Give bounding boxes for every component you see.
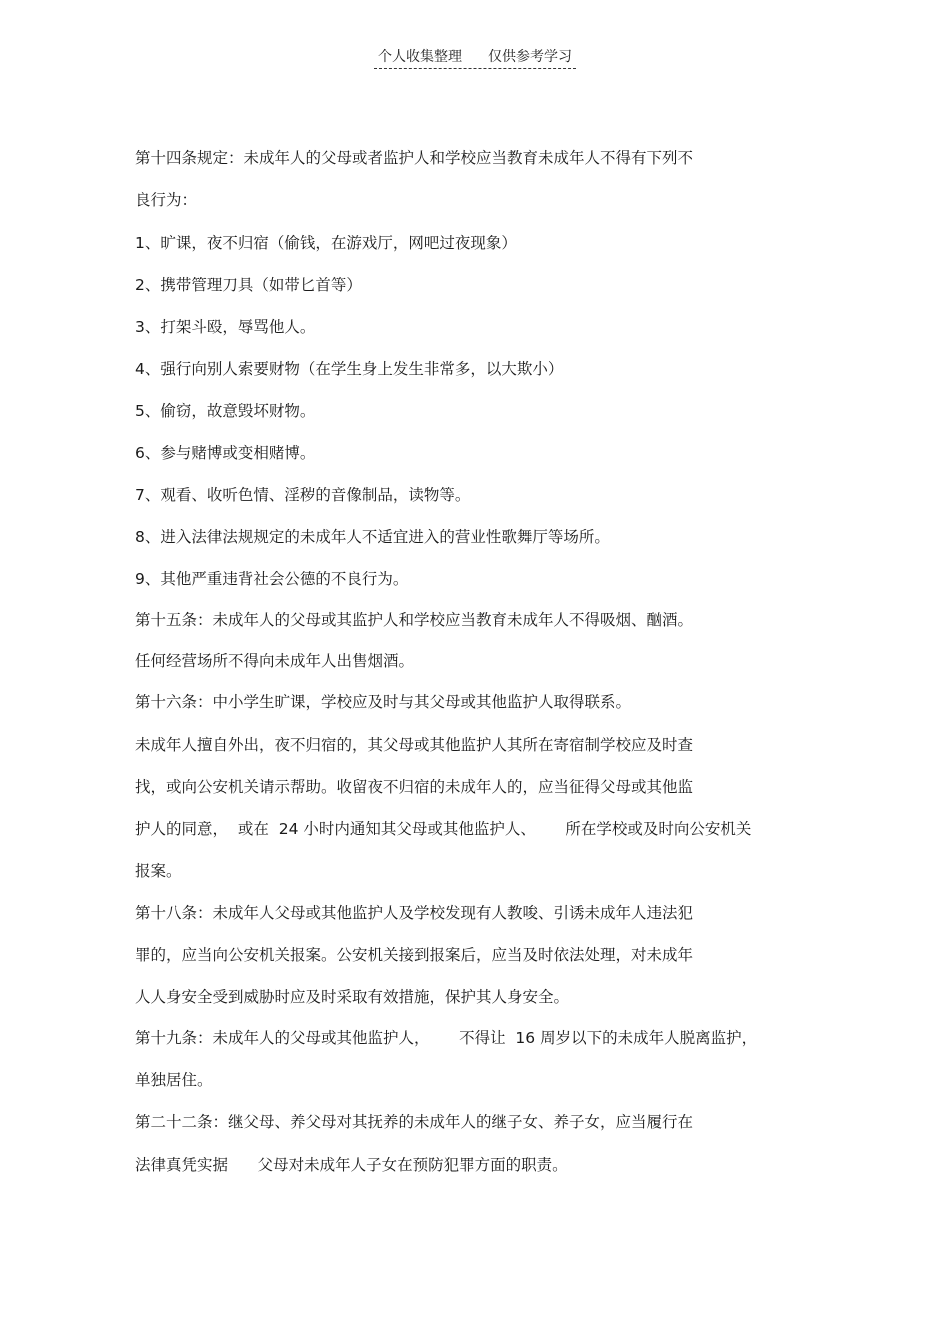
text-line: 第十八条：未成年人父母或其他监护人及学校发现有人教唆、引诱未成年人违法犯 [135,904,694,922]
text-line: 法律真凭实据 父母对未成年人子女在预防犯罪方面的职责。 [135,1156,568,1174]
header-left-text: 个人收集整理 [378,49,462,65]
text-line: 未成年人擅自外出，夜不归宿的，其父母或其他监护人其所在寄宿制学校应及时查 [135,736,694,754]
text-line: 良行为： [135,191,198,209]
text-line: 找，或向公安机关请示帮助。收留夜不归宿的未成年人的，应当征得父母或其他监 [135,778,694,796]
text-line: 任何经营场所不得向未成年人出售烟酒。 [135,652,415,670]
text-line: 5、偷窃，故意毁坏财物。 [135,402,316,420]
header-underline [374,46,576,69]
text-line: 第十六条：中小学生旷课，学校应及时与其父母或其他监护人取得联系。 [135,693,632,711]
text-line: 人人身安全受到威胁时应及时采取有效措施，保护其人身安全。 [135,988,570,1006]
text-line: 3、打架斗殴，辱骂他人。 [135,318,316,336]
text-line: 7、观看、收听色情、淫秽的音像制品，读物等。 [135,486,471,504]
text-line: 护人的同意， 或在 24 小时内通知其父母或其他监护人、 所在学校或及时向公安机关 [135,820,752,838]
text-line: 8、进入法律法规规定的未成年人不适宜进入的营业性歌舞厅等场所。 [135,528,610,546]
text-line: 第二十二条：继父母、养父母对其抚养的未成年人的继子女、养子女，应当履行在 [135,1113,694,1131]
text-line: 单独居住。 [135,1071,213,1089]
text-line: 第十四条规定：未成年人的父母或者监护人和学校应当教育未成年人不得有下列不 [135,149,694,167]
text-line: 2、携带管理刀具（如带匕首等） [135,276,362,294]
text-line: 1、旷课，夜不归宿（偷钱，在游戏厅，网吧过夜现象） [135,234,517,252]
text-line: 罪的，应当向公安机关报案。公安机关接到报案后，应当及时依法处理，对未成年 [135,946,694,964]
text-line: 4、强行向别人索要财物（在学生身上发生非常多，以大欺小） [135,360,564,378]
header-right-text: 仅供参考学习 [488,49,572,65]
text-line: 报案。 [135,862,182,880]
text-line: 9、其他严重违背社会公德的不良行为。 [135,570,409,588]
text-line: 6、参与赌博或变相赌博。 [135,444,316,462]
text-line: 第十九条：未成年人的父母或其他监护人， 不得让 16 周岁以下的未成年人脱离监护， [135,1029,758,1047]
page-header [0,46,950,69]
text-line: 第十五条：未成年人的父母或其监护人和学校应当教育未成年人不得吸烟、酗酒。 [135,611,694,629]
